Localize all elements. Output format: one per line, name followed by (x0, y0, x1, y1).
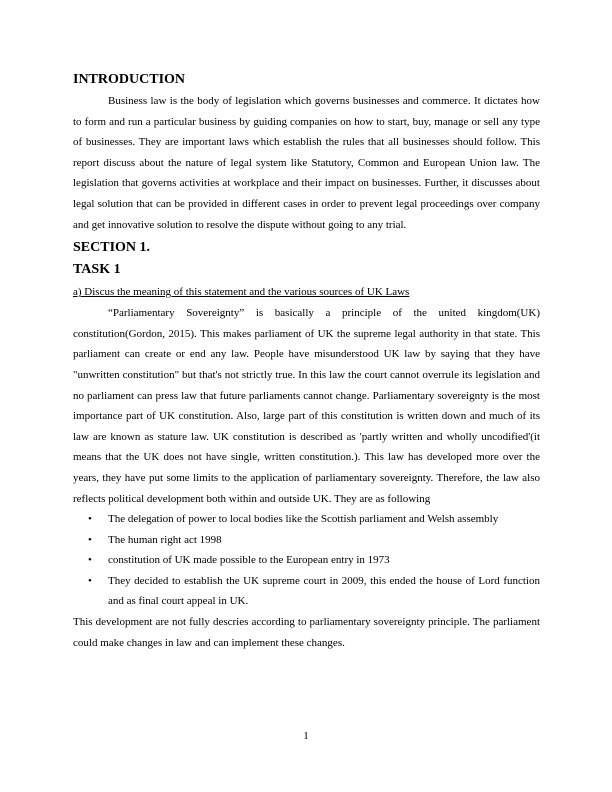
body-paragraph: “Parliamentary Sovereignty” is basically a principle of the united kingdom(UK) constitution(Gordon, 2015). This makes parliament of UK the supreme legal authority in that state. This parliament can create or end any law. People have misunderstood UK law by saying that they have "unwritten constitution" but that's not strictly true. In this law the court cannot overrule its legislation and no parliament can press law that future parliaments cannot change. Parliamentary sovereignty is the most importance part of UK constitution. Also, large part of this constitution is written down and much of its law are known as stature law. UK constitution is described as 'partly written and wholly uncodified'(it means that the UK does not have single, written constitution.). This law has developed more over the years, they have put some limits to the application of parliamentary sovereignty. Therefore, the law also reflects political development both within and outside UK. They are as following (73, 307, 540, 505)
document-page (73, 70, 540, 653)
bullet-item (73, 571, 540, 612)
task-heading: TASK 1 (73, 262, 121, 278)
introduction-paragraph: Business law is the body of legislation which governs businesses and commerce. It dictates how to form and run a particular business by guiding companies on how to start, buy, manage or sell any type of businesses. They are important laws which establish the rules that all businesses should follow. This report discuss about the nature of legal system like Statutory, Common and European Union law. The legislation that governs activities at workplace and their impact on businesses. Further, it discusses about legal solution that can be provided in different cases in order to prevent legal proceedings over company and get innovative solution to resolve the dispute without going to any trial. (73, 95, 540, 231)
bullet-icon: • (88, 574, 92, 587)
closing-paragraph: This development are not fully descries according to parliamentary sovereignty principle. The parliament could make changes in law and can implement these changes. (73, 616, 540, 649)
bullet-text: The human right act 1998 (108, 533, 222, 546)
page-number: 1 (303, 730, 309, 742)
bullet-item (73, 530, 540, 551)
bullet-text: They decided to establish the UK supreme court in 2009, this ended the house of Lord function and as final court appeal in UK. (108, 574, 540, 608)
bullet-icon: • (88, 533, 92, 546)
section-heading: SECTION 1. (73, 240, 151, 256)
bullet-text: The delegation of power to local bodies like the Scottish parliament and Welsh assembly (108, 513, 499, 526)
bullet-icon: • (88, 554, 92, 567)
bullet-list (73, 509, 540, 612)
introduction-heading: INTRODUCTION (73, 72, 186, 87)
bullet-text: constitution of UK made possible to the European entry in 1973 (108, 554, 390, 567)
bullet-icon: • (88, 513, 92, 526)
bullet-item (73, 550, 540, 571)
bullet-item (73, 509, 540, 530)
task-subheading: a) Discus the meaning of this statement and the various sources of UK Laws (73, 286, 410, 299)
